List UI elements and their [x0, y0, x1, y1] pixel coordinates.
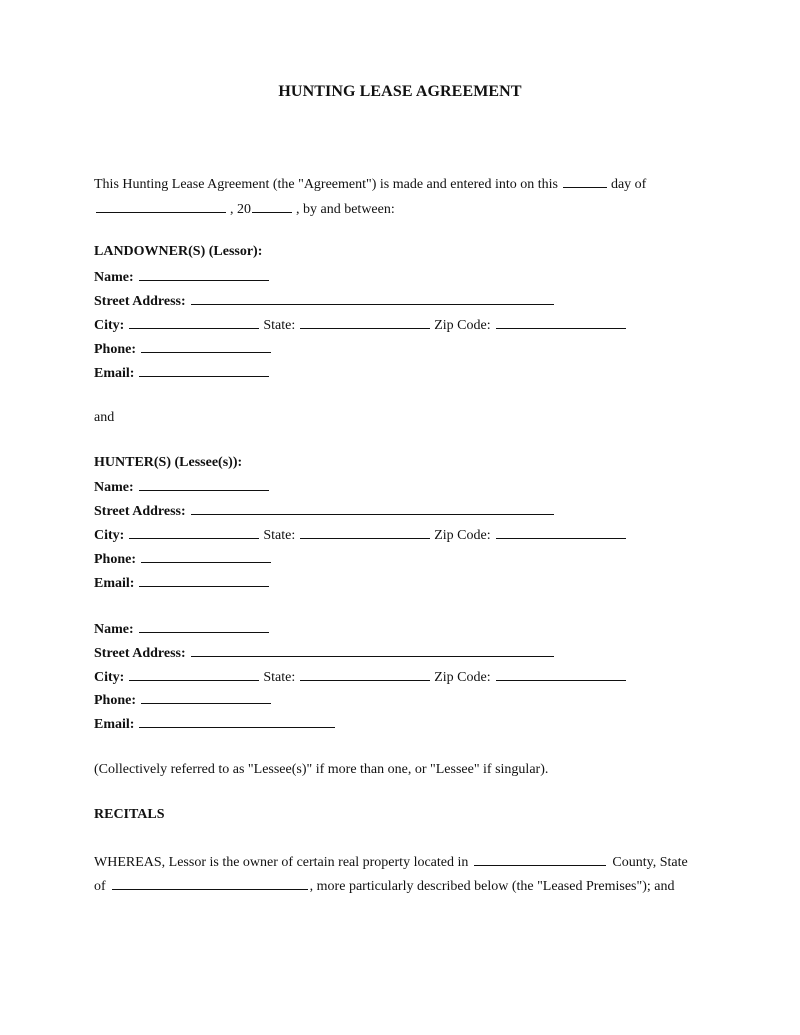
recitals-heading: RECITALS	[94, 807, 165, 822]
year-blank[interactable]	[252, 199, 292, 213]
intro-text-4: , by and between:	[296, 202, 395, 217]
hunter2-street-row	[94, 643, 558, 663]
whereas-line-2	[94, 876, 674, 896]
landowner-name-label: Name:	[94, 270, 134, 285]
intro-text-3: , 20	[230, 202, 251, 217]
hunter2-email-label: Email:	[94, 717, 135, 732]
hunter2-phone-blank[interactable]	[141, 690, 271, 704]
landowner-state-blank[interactable]	[300, 315, 430, 329]
state-of-blank[interactable]	[112, 876, 308, 890]
landowner-city-blank[interactable]	[129, 315, 259, 329]
hunter2-name-row	[94, 619, 273, 639]
whereas-text-2: County, State	[612, 855, 688, 870]
hunter2-city-blank[interactable]	[129, 667, 259, 681]
whereas-text-4: , more particularly described below (the "Leased Premises"); and	[309, 879, 675, 894]
landowner-heading: LANDOWNER(S) (Lessor):	[94, 244, 263, 259]
hunter2-name-blank[interactable]	[139, 619, 269, 633]
hunter2-city-row	[94, 667, 630, 687]
whereas-line-1	[94, 852, 688, 872]
hunter2-email-blank[interactable]	[139, 714, 335, 728]
hunter-name-label: Name:	[94, 480, 134, 495]
hunter-name-blank[interactable]	[139, 477, 269, 491]
hunter-email-label: Email:	[94, 576, 135, 591]
day-blank[interactable]	[563, 174, 607, 188]
hunter-state-label: State:	[263, 528, 296, 543]
landowner-street-row	[94, 291, 558, 311]
collective-note: (Collectively referred to as "Lessee(s)" if more than one, or "Lessee" if singular).	[94, 762, 549, 777]
whereas-text-1: WHEREAS, Lessor is the owner of certain real property located in	[94, 855, 469, 870]
intro-line-2	[94, 199, 395, 219]
intro-line-1	[94, 174, 646, 194]
whereas-text-3: of	[94, 879, 106, 894]
hunter-phone-label: Phone:	[94, 552, 136, 567]
landowner-phone-row	[94, 339, 275, 359]
document-title: HUNTING LEASE AGREEMENT	[278, 83, 522, 100]
landowner-street-blank[interactable]	[191, 291, 554, 305]
hunter2-email-row	[94, 714, 339, 734]
hunter-email-row	[94, 573, 273, 593]
hunter-zip-label: Zip Code:	[434, 528, 491, 543]
hunter-street-row	[94, 501, 558, 521]
hunter2-phone-label: Phone:	[94, 693, 136, 708]
landowner-zip-blank[interactable]	[496, 315, 626, 329]
hunter-name-row	[94, 477, 273, 497]
hunter-street-label: Street Address:	[94, 504, 186, 519]
hunter-email-blank[interactable]	[139, 573, 269, 587]
and-text: and	[94, 410, 115, 425]
landowner-name-row	[94, 267, 273, 287]
county-blank[interactable]	[474, 852, 606, 866]
hunter2-street-label: Street Address:	[94, 646, 186, 661]
hunter-state-blank[interactable]	[300, 525, 430, 539]
landowner-phone-blank[interactable]	[141, 339, 271, 353]
hunter-city-label: City:	[94, 528, 125, 543]
hunter2-street-blank[interactable]	[191, 643, 554, 657]
hunter-zip-blank[interactable]	[496, 525, 626, 539]
landowner-state-label: State:	[263, 318, 296, 333]
hunter-city-row	[94, 525, 630, 545]
landowner-name-blank[interactable]	[139, 267, 269, 281]
hunter2-name-label: Name:	[94, 622, 134, 637]
landowner-street-label: Street Address:	[94, 294, 186, 309]
landowner-email-row	[94, 363, 273, 383]
hunter-phone-row	[94, 549, 275, 569]
landowner-email-label: Email:	[94, 366, 135, 381]
hunter2-state-blank[interactable]	[300, 667, 430, 681]
intro-text-2: day of	[610, 177, 647, 192]
hunter2-phone-row	[94, 690, 275, 710]
landowner-city-row	[94, 315, 630, 335]
hunter-street-blank[interactable]	[191, 501, 554, 515]
intro-text-1: This Hunting Lease Agreement (the "Agreement") is made and entered into on this	[94, 177, 558, 192]
hunter-heading: HUNTER(S) (Lessee(s)):	[94, 455, 243, 470]
month-blank[interactable]	[96, 199, 226, 213]
landowner-zip-label: Zip Code:	[434, 318, 491, 333]
hunter2-state-label: State:	[263, 670, 296, 685]
hunter2-zip-label: Zip Code:	[434, 670, 491, 685]
landowner-phone-label: Phone:	[94, 342, 136, 357]
hunter-phone-blank[interactable]	[141, 549, 271, 563]
hunter-city-blank[interactable]	[129, 525, 259, 539]
landowner-email-blank[interactable]	[139, 363, 269, 377]
hunter2-zip-blank[interactable]	[496, 667, 626, 681]
landowner-city-label: City:	[94, 318, 125, 333]
hunter2-city-label: City:	[94, 670, 125, 685]
